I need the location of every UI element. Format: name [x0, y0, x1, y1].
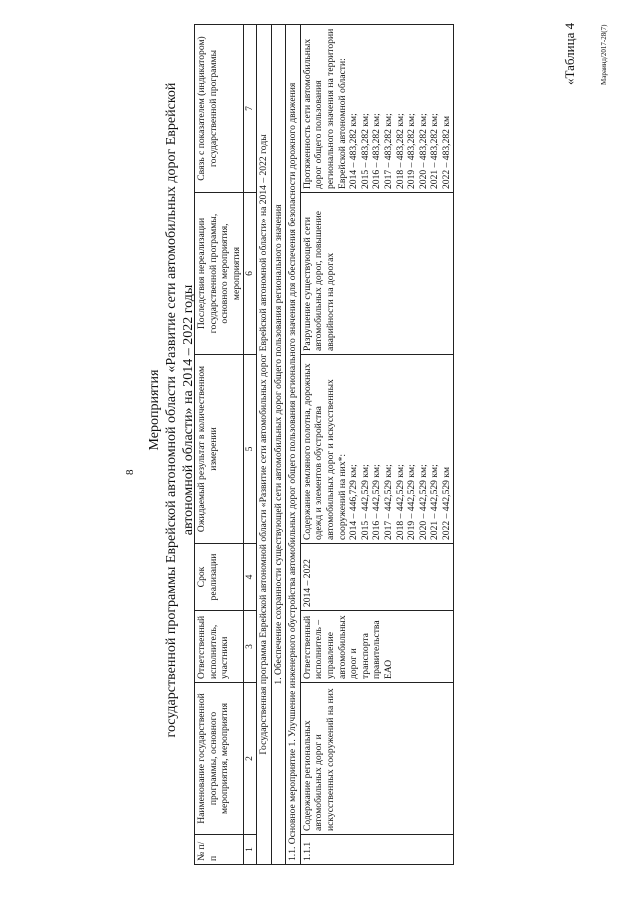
- header-num: № п/п: [195, 835, 244, 865]
- row-name: Содержание региональных автомобильных дорог и искусственных сооружений на них: [300, 683, 454, 835]
- header-indicator: Связь с показателем (индикатором) государственной программы: [195, 25, 244, 193]
- header-consequence: Последствия нереализации государственной программы, основного мероприятия, мероприятия: [195, 193, 244, 355]
- col-number: 5: [244, 355, 257, 544]
- col-number: 7: [244, 25, 257, 193]
- header-period: Срок реализации: [195, 544, 244, 611]
- row-result: Содержание земляного полотна, дорожных одежд и элементов обустройства автомобильных дорог и искусственных сооружений на них*: 2014 – 446,729 км; 2015 – 442,529 км; 2016 – 442,529 км; 2017 – 442,529 км; 2018 – 442,529 км; 2019 – 442,529 км; 2020 – 442,529 км; 2021 – 442,529 км; 2022 – 442,529 км: [300, 355, 454, 544]
- program-row-text: Государственная программа Еврейской автономной области «Развитие сети автомобильных дорог Еврейской автономной области» на 2014 – 2022 годы: [256, 25, 271, 865]
- col-number: 6: [244, 193, 257, 355]
- table-label: «Таблица 4: [562, 22, 577, 85]
- main-event-row-text: 1.1. Основное мероприятие 1. Улучшение инженерного обустройства автомобильных дорог общего пользования регионального значения для обеспечения безопасности дорожного движения: [286, 25, 301, 865]
- header-row: [195, 25, 244, 865]
- header-result: Ожидаемый результат в количественном измерении: [195, 355, 244, 544]
- header-executor: Ответственный исполнитель, участники: [195, 611, 244, 683]
- title-line-3: автономной области» на 2014 – 2022 годы: [181, 284, 196, 536]
- events-table: [194, 24, 454, 865]
- row-period: 2014 – 2022: [300, 544, 454, 611]
- row-num: 1.1.1: [300, 835, 454, 865]
- title-line-1: Мероприятия: [147, 369, 162, 451]
- document-code: Мараинд/2017-28(7): [600, 24, 608, 85]
- row-consequence: Разрушение существующей сети автомобильных дорог, повышение аварийности на дорогах: [300, 193, 454, 355]
- column-number-row: [244, 25, 257, 865]
- main-event-row: [286, 25, 301, 865]
- goal-row-text: 1. Обеспечение сохранности существующей сети автомобильных дорог общего пользования регионального значения: [271, 25, 286, 865]
- col-number: 2: [244, 683, 257, 835]
- col-number: 4: [244, 544, 257, 611]
- document-title: [146, 65, 197, 755]
- header-name: Наименование государственной программы, основного мероприятия, мероприятия: [195, 683, 244, 835]
- page-number: 8: [124, 469, 136, 475]
- title-line-2: государственной программы Еврейской автономной области «Развитие сети автомобильных дорог Еврейской: [164, 82, 179, 738]
- program-row: [256, 25, 271, 865]
- col-number: 1: [244, 835, 257, 865]
- row-executor: Ответственный исполнитель – управление автомобильных дорог и транспорта правительства ЕАО: [300, 611, 454, 683]
- row-indicator: Протяженность сети автомобильных дорог общего пользования регионального значения на территории Еврейской автономной области: 2014 – 483,282 км; 2015 – 483,282 км; 2016 – 483,282 км; 2017 – 483,282 км; 2018 – 483,282 км; 2019 – 483,282 км; 2020 – 483,282 км; 2021 – 483,282 км; 2022 – 483,282 км: [300, 25, 454, 193]
- table-row: [300, 25, 454, 865]
- col-number: 3: [244, 611, 257, 683]
- goal-row: [271, 25, 286, 865]
